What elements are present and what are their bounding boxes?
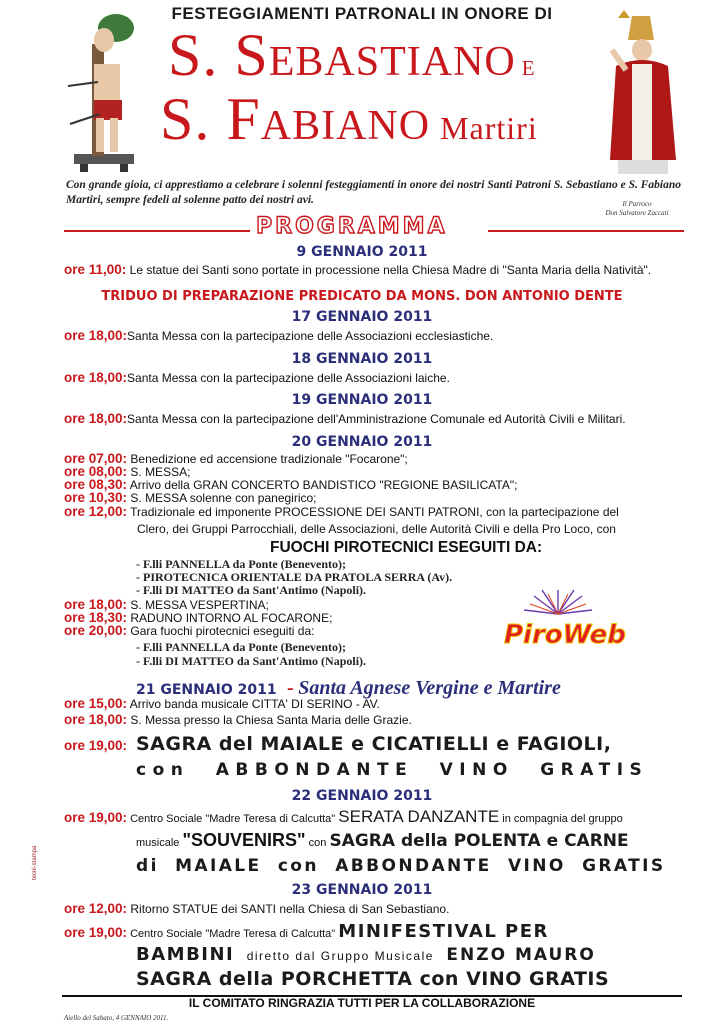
event-row: ore 18,30: RADUNO INTORNO AL FOCARONE; [64,610,333,625]
vino-gratis: con ABBONDANTE VINO GRATIS [136,760,649,780]
date-22-jan: 22 GENNAIO 2011 [291,788,433,804]
event-row: ore 12,00: Tradizionale ed imponente PROCESSIONE DEI SANTI PATRONI, con la partecipazione del [64,504,619,519]
piroweb-logo: PiroWeb [504,620,626,650]
event-continuation: BAMBINI diretto dal Gruppo Musicale ENZO MAURO [136,944,596,965]
title-fabiano: S. Fabiano Martiri [160,86,538,152]
event-row: ore 07,00: Benedizione ed accensione tradizionale "Focarone"; [64,451,408,466]
event-row: ore 15,00: Arrivo banda musicale CITTA' DI SERINO - AV. [64,696,380,711]
event-row: ore 08,00: S. MESSA; [64,464,191,479]
event-row: ore 18,00: S. MESSA VESPERTINA; [64,597,269,612]
divider-right [488,230,684,232]
event-row: ore 11,00: Le statue dei Santi sono portate in processione nella Chiesa Madre di "Santa Maria della Natività". [64,262,652,277]
saint-sebastian-statue [64,4,144,174]
date-20-jan: 20 GENNAIO 2011 [291,434,433,450]
date-19-jan: 19 GENNAIO 2011 [291,392,433,408]
date-9-jan: 9 GENNAIO 2011 [296,244,428,260]
event-row: ore 18,00:Santa Messa con la partecipazione delle Associazioni laiche. [64,370,450,385]
event-row: ore 08,30: Arrivo della GRAN CONCERTO BANDISTICO "REGIONE BASILICATA"; [64,477,518,492]
saint-fabian-statue [598,10,692,180]
intro-text: Con grande gioia, ci apprestiamo a celebrare i solenni festeggiamenti in onore dei nostri Santi Patroni S. Sebastiano e S. Fabiano Martiri, sempre fedeli al solenne patto dei nostri avi. [66,179,681,206]
thanks-text: IL COMITATO RINGRAZIA TUTTI PER LA COLLABORAZIONE [188,996,536,1010]
triduo-heading: TRIDUO DI PREPARAZIONE PREDICATO DA MONS. DON ANTONIO DENTE [101,289,623,304]
date-23-jan: 23 GENNAIO 2011 [291,882,433,898]
event-row: ore 19,00: Centro Sociale "Madre Teresa di Calcutta" MINIFESTIVAL PER [64,921,549,942]
event-row: ore 12,00: Ritorno STATUE dei SANTI nella Chiesa di San Sebastiano. [64,901,450,916]
sagra-porchetta: SAGRA della PORCHETTA con VINO GRATIS [136,968,610,990]
santa-agnese-title: Santa Agnese Vergine e Martire [298,677,561,699]
list-item: - F.lli PANNELLA da Ponte (Benevento); [136,640,346,654]
date-17-jan: 17 GENNAIO 2011 [291,309,433,325]
sagra-polenta: di MAIALE con ABBONDANTE VINO GRATIS [136,856,666,876]
side-print-mark: tecni-stampa [32,845,38,880]
event-row: ore 10,30: S. MESSA solenne con panegirico; [64,490,317,505]
printer-note: Aiello del Sabato, 4 GENNAIO 2011. [64,1014,169,1022]
event-row: ore 19,00: [64,738,128,753]
list-item: - F.lli DI MATTEO da Sant'Antimo (Napoli). [136,654,367,668]
list-item: - PIROTECNICA ORIENTALE DA PRATOLA SERRA (Av). [136,570,453,584]
event-continuation: musicale "SOUVENIRS" con SAGRA della POLENTA e CARNE [136,830,629,851]
programma-heading: PROGRAMMA [256,214,448,239]
fuochi-heading: FUOCHI PIROTECNICI ESEGUITI DA: [270,539,543,556]
list-item: - F.lli PANNELLA da Ponte (Benevento); [136,557,346,571]
signature: Il Parroco Don Salvatore Zaccati [605,200,669,217]
date-21-jan-line: 21 GENNAIO 2011 - Santa Agnese Vergine e Martire [136,677,561,699]
divider-left [64,230,250,232]
event-row: ore 18,00: S. Messa presso la Chiesa Santa Maria delle Grazie. [64,712,412,727]
sagra-maiale: SAGRA del MAIALE e CICATIELLI e FAGIOLI, [136,733,612,755]
event-row: ore 18,00:Santa Messa con la partecipazione dell'Amministrazione Comunale ed Autorità Civili e Militari. [64,411,626,426]
date-18-jan: 18 GENNAIO 2011 [291,351,433,367]
event-continuation: Clero, dei Gruppi Parrocchiali, delle Associazioni, delle Autorità Civili e della Pro Loco, con [137,522,616,536]
list-item: - F.lli DI MATTEO da Sant'Antimo (Napoli). [136,583,367,597]
event-row: ore 20,00: Gara fuochi pirotecnici eseguiti da: [64,623,315,638]
header-subtitle: FESTEGGIAMENTI PATRONALI IN ONORE DI [171,4,553,23]
title-sebastiano: S. Sebastiano e [168,22,536,88]
event-row: ore 19,00: Centro Sociale "Madre Teresa di Calcutta" SERATA DANZANTE in compagnia del gruppo [64,807,623,826]
event-row: ore 18,00:Santa Messa con la partecipazione delle Associazioni ecclesiastiche. [64,328,494,343]
